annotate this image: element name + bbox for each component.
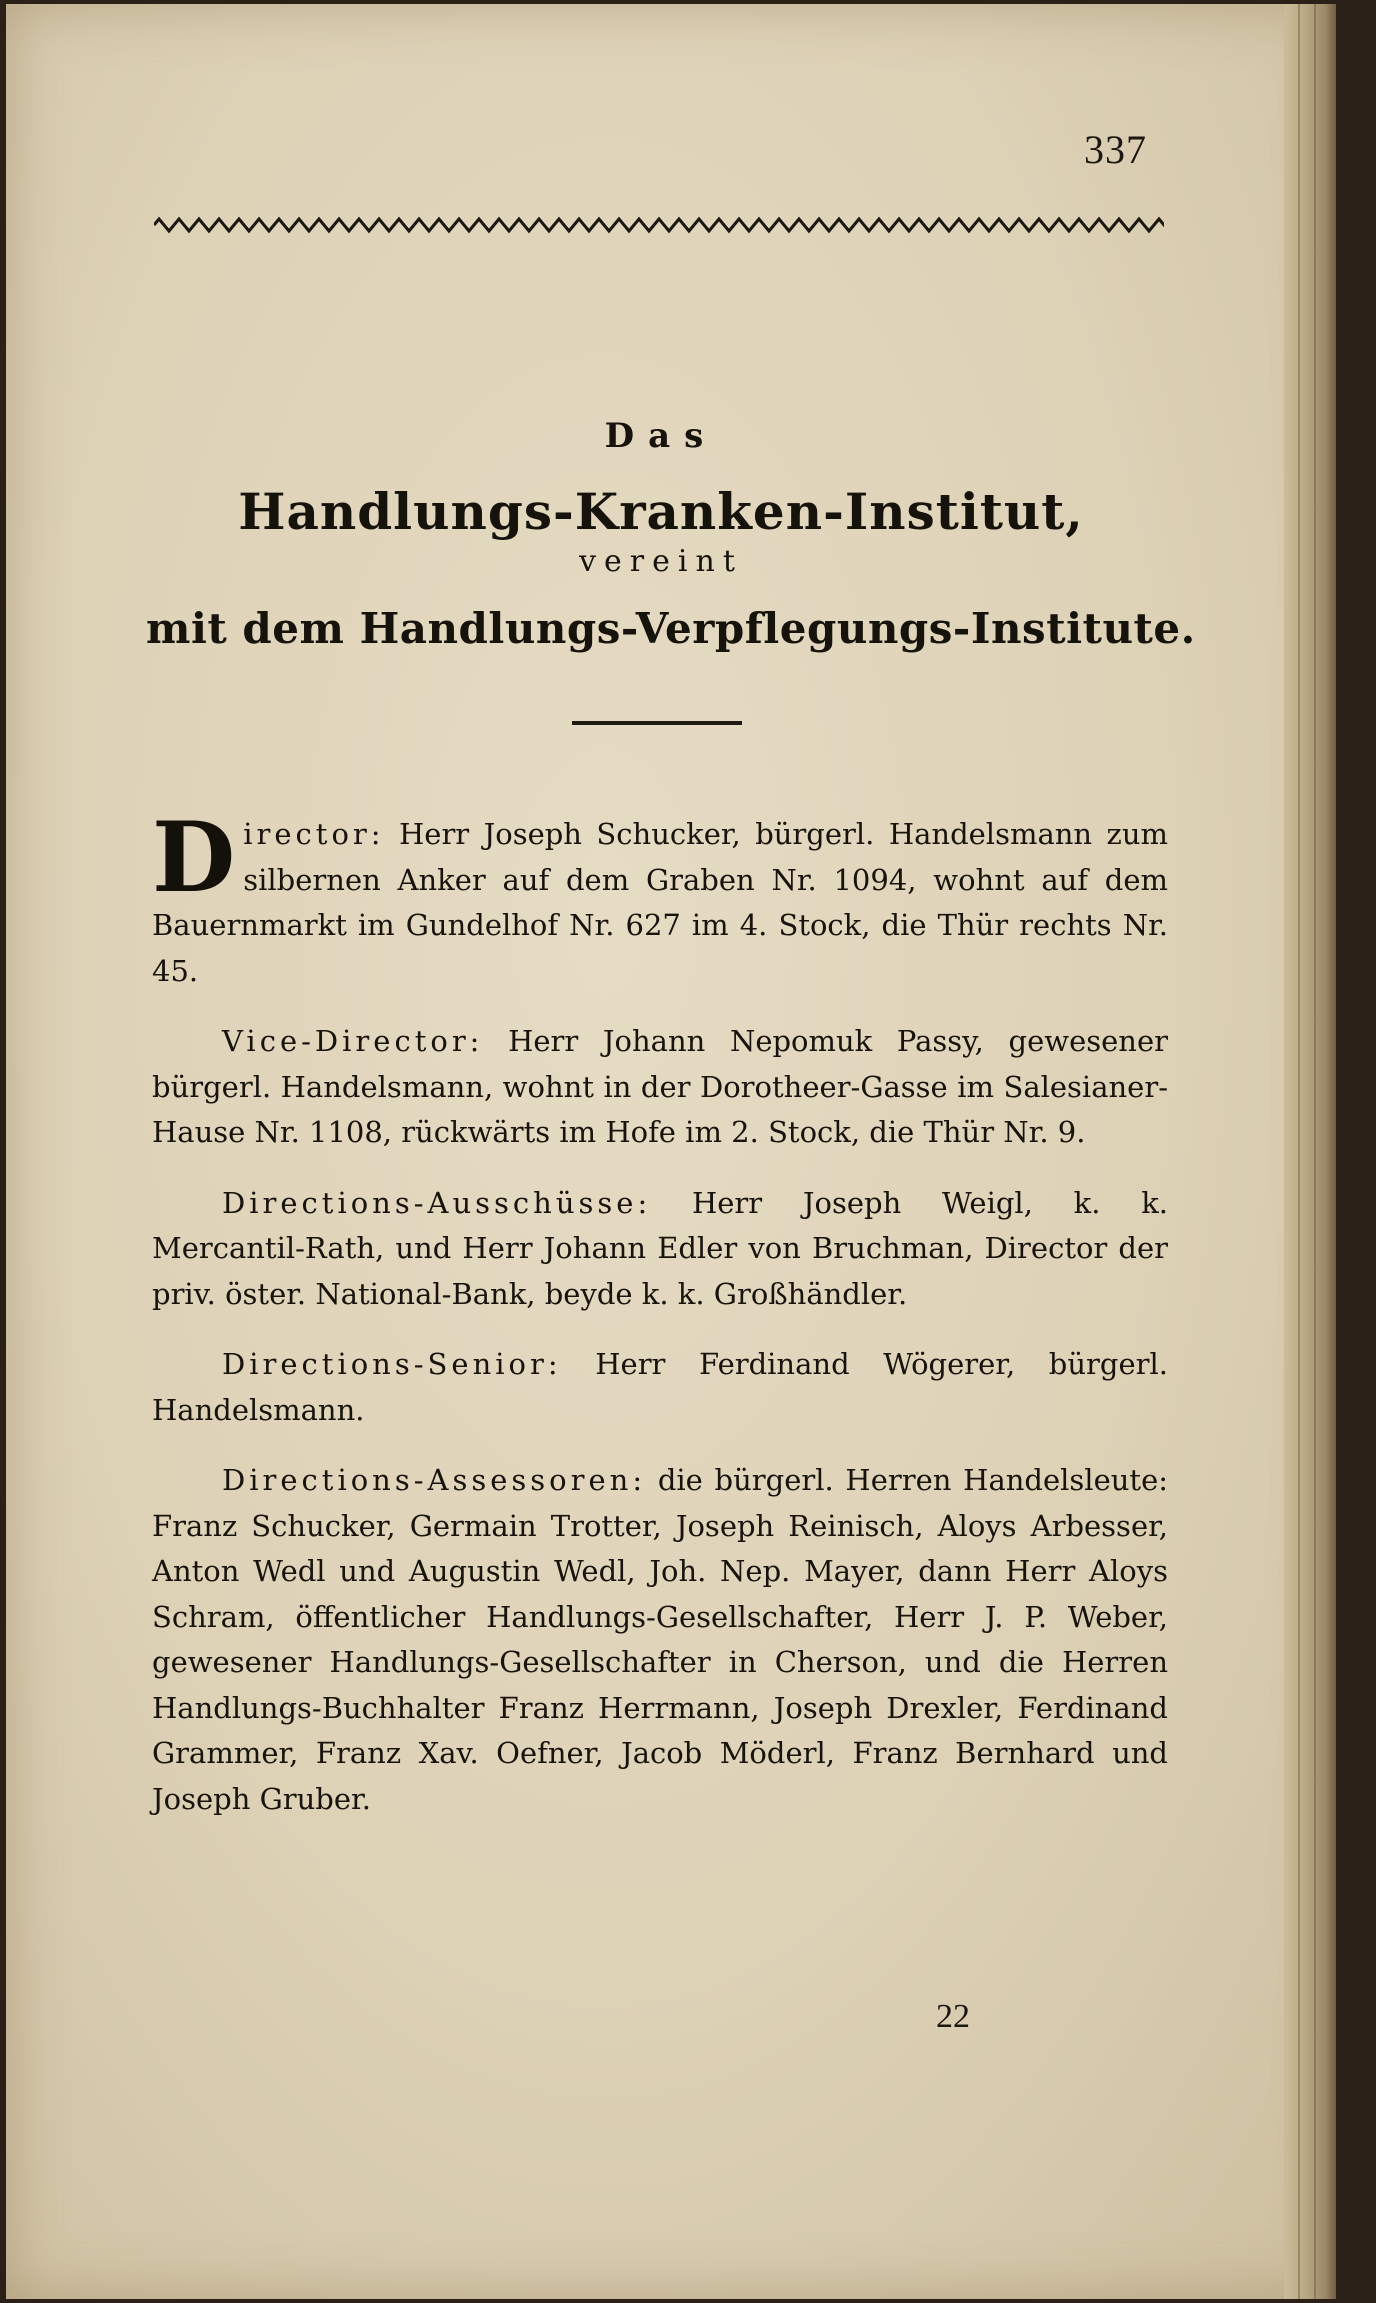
heading-vereint: vereint — [579, 544, 743, 579]
entry-text: Herr Joseph Weigl, k. k. Mercantil-Rath, und Herr Johann Edler von Bruchman, Director der priv. öster. National-Bank, beyde k. k. Großhändler. — [152, 1185, 1168, 1311]
entry-role-label: irector: — [243, 817, 385, 851]
entry-role-label: Vice-Director: — [222, 1024, 484, 1058]
title-divider-rule — [572, 721, 742, 725]
entry-vice-director — [152, 1019, 1168, 1156]
entry-text: die bürgerl. Herren Handelsleute: Franz Schucker, Germain Trotter, Joseph Reinisch, Aloys Arbesser, Anton Wedl und Augustin Wedl, Joh. Nep. Mayer, dann Herr Aloys Schram, öffentlicher Handlungs-Gesellschafter, Herr J. P. Weber, gewesener Handlungs-Gesellschafter in Cherson, und die Herren Handlungs-Buchhalter Franz Herrmann, Joseph Drexler, Ferdinand Grammer, Franz Xav. Oefner, Jacob Möderl, Franz Bernhard und Joseph Gruber. — [152, 1463, 1168, 1816]
page-number: 337 — [1084, 127, 1147, 172]
entry-text: Herr Joseph Schucker, bürgerl. Handelsmann zum silbernen Anker auf dem Graben Nr. 1094, wohnt auf dem Bauernmarkt im Gundelhof Nr. 627 im 4. Stock, die Thür rechts Nr. 45. — [152, 817, 1168, 988]
entries-body — [152, 801, 1168, 1847]
heading-das: Das — [604, 416, 718, 456]
decorative-wave-border — [154, 216, 1164, 234]
spine-crease-line — [1298, 4, 1300, 2299]
entry-role-label: Directions-Senior: — [222, 1347, 562, 1381]
entry-director — [152, 801, 1168, 994]
page-subtitle: mit dem Handlungs-Verpflegungs-Institute. — [146, 604, 1196, 653]
entry-committee — [152, 1181, 1168, 1318]
page-title: Handlungs-Kranken-Institut, — [238, 482, 1084, 541]
entry-senior — [152, 1342, 1168, 1433]
book-spine-edge — [1284, 4, 1336, 2299]
signature-mark: 22 — [936, 1998, 970, 2035]
entry-role-label: Directions-Ausschüsse: — [222, 1185, 652, 1220]
entry-assessors — [152, 1458, 1168, 1822]
book-page — [6, 4, 1336, 2299]
spine-crease-line — [1314, 4, 1316, 2299]
entry-role-label: Directions-Assessoren: — [222, 1463, 647, 1497]
dropcap-letter: D — [152, 801, 236, 914]
entry-text: Herr Ferdinand Wögerer, bürgerl. Handelsmann. — [152, 1347, 1168, 1427]
entry-text: Herr Johann Nepomuk Passy, gewesener bürgerl. Handelsmann, wohnt in der Dorotheer-Gasse im Salesianer-Hause Nr. 1108, rückwärts im Hofe im 2. Stock, die Thür Nr. 9. — [152, 1024, 1168, 1149]
